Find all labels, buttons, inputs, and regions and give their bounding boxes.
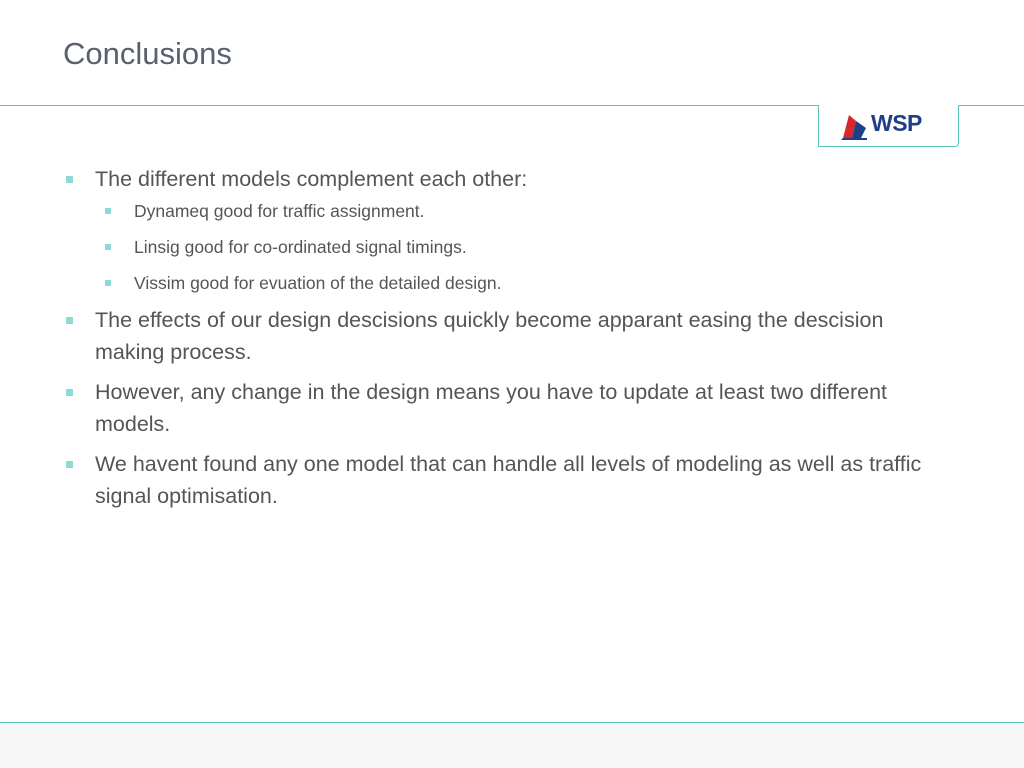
bullet-item <box>62 376 952 440</box>
bullet-list <box>62 163 952 512</box>
sub-bullet-item <box>95 199 952 224</box>
sub-bullet-item <box>95 271 952 296</box>
bullet-item <box>62 304 952 368</box>
sub-bullet-list <box>95 199 952 296</box>
wsp-logo-mark-icon <box>839 111 869 141</box>
bullet-text: We havent found any one model that can handle all levels of modeling as well as traffic signal optimisation. <box>95 452 922 508</box>
square-bullet-icon <box>66 389 73 396</box>
wsp-logo-text: WSP <box>871 110 922 136</box>
slide-title: Conclusions <box>63 36 232 71</box>
bullet-text: The effects of our design descisions quickly become apparant easing the descision making process. <box>95 308 884 364</box>
square-bullet-icon <box>105 208 111 214</box>
square-bullet-icon <box>66 461 73 468</box>
slide-content <box>62 163 952 520</box>
sub-bullet-text: Dynameq good for traffic assignment. <box>134 201 425 221</box>
square-bullet-icon <box>66 317 73 324</box>
sub-bullet-text: Vissim good for evuation of the detailed design. <box>134 273 502 293</box>
square-bullet-icon <box>105 244 111 250</box>
sub-bullet-text: Linsig good for co-ordinated signal timings. <box>134 237 467 257</box>
footer-band <box>0 723 1024 768</box>
sub-bullet-item <box>95 235 952 260</box>
square-bullet-icon <box>66 176 73 183</box>
bullet-text: The different models complement each other: <box>95 167 528 191</box>
wsp-logo <box>818 105 959 147</box>
bullet-text: However, any change in the design means you have to update at least two different models. <box>95 380 888 436</box>
bullet-item <box>62 163 952 296</box>
bullet-item <box>62 448 952 512</box>
square-bullet-icon <box>105 280 111 286</box>
